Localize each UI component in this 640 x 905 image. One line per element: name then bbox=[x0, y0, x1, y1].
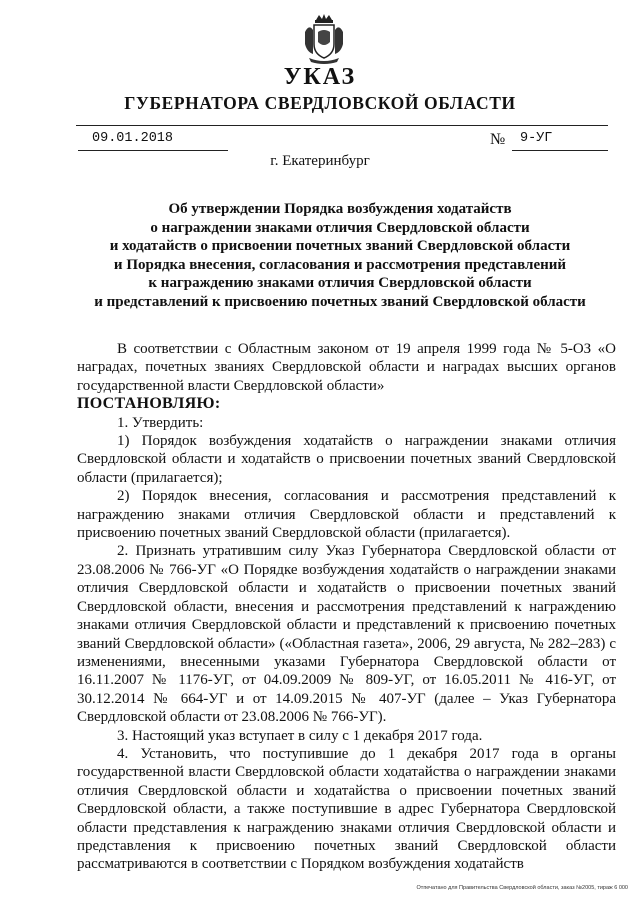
document-city: г. Екатеринбург bbox=[270, 153, 370, 169]
heading-line: к награждению знаками отличия Свердловской области bbox=[148, 275, 532, 292]
print-note: Отпечатано для Правительства Свердловской области, заказ №2005, тираж 6 000 bbox=[416, 885, 628, 891]
heading-line: и ходатайств о присвоении почетных званий Свердловской области bbox=[109, 238, 571, 255]
document-subtitle: ГУБЕРНАТОРА СВЕРДЛОВСКОЙ ОБЛАСТИ bbox=[124, 93, 516, 113]
coat-of-arms-icon bbox=[303, 14, 345, 64]
clause-1-item-2: 2) Порядок внесения, согласования и рассмотрения представлений к награждению знаками отличия Свердловской области и представлений к присвоению почетных званий Свердловской области (прилагается). bbox=[77, 488, 616, 542]
number-sign: № bbox=[490, 131, 506, 148]
date-underline bbox=[78, 150, 228, 151]
heading-line: и Порядка внесения, согласования и рассмотрения представлений bbox=[113, 256, 567, 273]
clause-3: 3. Настоящий указ вступает в силу с 1 декабря 2017 года. bbox=[117, 727, 483, 744]
document-heading bbox=[60, 200, 620, 312]
number-underline bbox=[512, 150, 608, 151]
decree-word: ПОСТАНОВЛЯЮ: bbox=[77, 395, 221, 413]
document-title: УКАЗ bbox=[283, 64, 357, 90]
clause-4: 4. Установить, что поступившие до 1 декабря 2017 года в органы государственной власти Свердловской области ходатайства о награждении знаками отличия Свердловской области и ходатайства о присвоении почетных званий Свердловской области, а также поступившие в адрес Губернатора Свердловской области представления к награждению знаками отличия Свердловской области и представления к присвоению почетных званий Свердловской области рассматриваются в соответствии с Порядком возбуждения ходатайств bbox=[77, 745, 616, 873]
document-body bbox=[77, 340, 616, 874]
clause-1: 1. Утвердить: bbox=[117, 414, 204, 431]
header-divider bbox=[76, 125, 608, 126]
document-number: 9-УГ bbox=[520, 131, 553, 146]
heading-line: и представлений к присвоению почетных званий Свердловской области bbox=[94, 293, 586, 310]
clause-1-item-1: 1) Порядок возбуждения ходатайств о награждении знаками отличия Свердловской области и ходатайств о присвоении почетных званий Свердловской области (прилагается); bbox=[77, 433, 616, 486]
clause-2: 2. Признать утратившим силу Указ Губернатора Свердловской области от 23.08.2006 № 766-УГ «О Порядке возбуждения ходатайств о награждении знаками отличия Свердловской области и ходатайств о присвоении почетных званий Свердловской области, внесения и рассмотрения представлений к награждению знаками отличия Свердловской области и представлений к присвоению почетных званий Свердловской области» («Областная газета», 2006, 29 августа, № 282–283) с изменениями, внесенными указами Губернатора Свердловской области от 16.11.2007 № 1176-УГ, от 04.09.2009 № 809-УГ, от 16.05.2011 № 416-УГ, от 30.12.2014 № 664-УГ и от 14.09.2015 № 407-УГ (далее – Указ Губернатора Свердловской области от 23.08.2006 № 766-УГ). bbox=[77, 543, 616, 726]
heading-line: Об утверждении Порядка возбуждения ходатайств bbox=[168, 201, 512, 217]
document-date: 09.01.2018 bbox=[92, 131, 174, 146]
heading-line: о награждении знаками отличия Свердловской области bbox=[150, 219, 530, 236]
preamble-paragraph: В соответствии с Областным законом от 19 апреля 1999 года № 5-ОЗ «О наградах, почетных званиях Свердловской области и наградах высших органов государственной власти Свердловской области» bbox=[77, 341, 616, 394]
